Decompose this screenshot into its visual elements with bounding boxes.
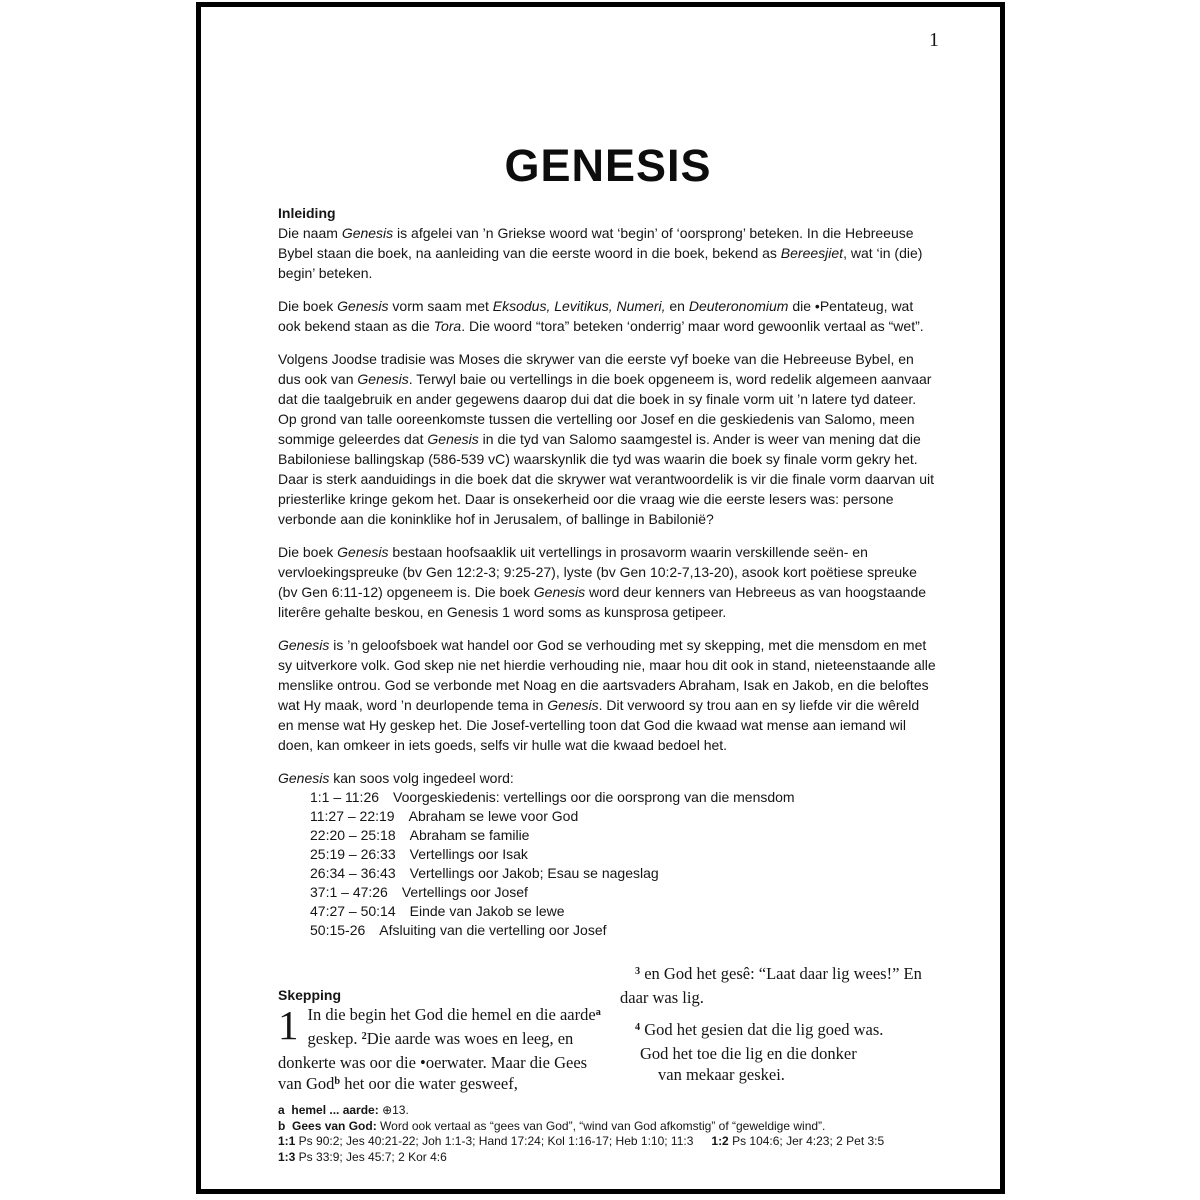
- footnote-a: [278, 1103, 978, 1119]
- text-run: Bereesjiet: [780, 245, 844, 261]
- text-run: Tora: [433, 318, 462, 334]
- bible-column-left: [278, 1004, 608, 1097]
- division-item: [310, 788, 938, 807]
- division-ref: 37:1 – 47:26: [310, 884, 388, 900]
- division-ref: 22:20 – 25:18: [310, 827, 396, 843]
- division-ref: 50:15-26: [310, 922, 366, 938]
- text-run: b: [278, 1118, 286, 1133]
- text-run: Genesis: [278, 637, 330, 653]
- page-number: 1: [929, 29, 939, 51]
- text-run: ⊕13.: [378, 1103, 409, 1117]
- book-title: GENESIS: [504, 140, 712, 191]
- division-title: Abraham se familie: [409, 827, 530, 843]
- footnote-b: [278, 1119, 978, 1135]
- text-run: , wat ‘in (die) begin’ beteken.: [278, 245, 923, 281]
- division-item: [310, 864, 938, 883]
- text-run: Volgens Joodse tradisie was Moses die skrywer van die eerste vyf boeke van die Hebreeuse Bybel, en dus ook van: [278, 351, 914, 387]
- text-run: van mekaar geskei.: [658, 1065, 785, 1084]
- division-ref: 1:1 – 11:26: [310, 789, 380, 805]
- text-run: Genesis: [547, 697, 599, 713]
- intro-section: [278, 7, 938, 940]
- division-item: [310, 921, 938, 940]
- text-run: Genesis: [337, 298, 389, 314]
- text-run: Genesis: [341, 225, 394, 241]
- text-run: In die begin het God die hemel en die aarde: [307, 1005, 596, 1024]
- text-run: Die boek: [278, 544, 338, 560]
- text-run: 1:1: [278, 1134, 296, 1148]
- superscript-marker: a: [595, 1007, 601, 1019]
- text-run: Genesis: [278, 770, 330, 786]
- superscript-marker: b: [334, 1076, 341, 1088]
- text-run: 1:3: [278, 1149, 296, 1164]
- verse-4-line-2: [620, 1043, 938, 1064]
- intro-paragraph-4: [278, 542, 938, 622]
- chapter-number: 1: [278, 1002, 299, 1048]
- footnote-crossrefs-1: [278, 1134, 978, 1150]
- page-sheet: [196, 2, 1005, 1194]
- text-run: God het toe die lig en die donker: [640, 1044, 857, 1063]
- division-item: [310, 883, 938, 902]
- division-ref: 11:27 – 22:19: [310, 808, 395, 824]
- text-run: God het gesien dat die lig goed was.: [640, 1020, 884, 1039]
- division-item: [310, 845, 938, 864]
- text-run: Ps 104:6; Jer 4:23; 2 Pet 3:5: [728, 1134, 885, 1148]
- division-list: [278, 788, 938, 940]
- text-run: . Terwyl baie ou vertellings in die boek opgeneem is, word redelik algemeen aanvaar dat die taalgebruik en ander gegewens daarop dui dat die boek in sy finale vorm uit ’n latere tyd dateer. Op grond van talle ooreenkomste tussen die vertelling oor Josef en die geskiedenis van Salomo, meen sommige geleerdes dat: [278, 371, 932, 447]
- division-item: [310, 807, 938, 826]
- bible-verse-4: [620, 1019, 938, 1085]
- text-run: hemel ... aarde:: [291, 1103, 379, 1117]
- superscript-marker: 4: [635, 1022, 641, 1034]
- text-run: is ’n geloofsboek wat handel oor God se verhouding met sy skepping, met die mensdom en met sy uitverkore volk. God skep nie net hierdie verhouding nie, maar hou dit ook in stand, nieteenstaande alle menslike ontrou. God se verbonde met Noag en die aartsvaders Abraham, Isak en Jakob, en die beloftes wat Hy maak, word ’n deurlopende tema in: [278, 637, 936, 713]
- text-run: het oor die water gesweef,: [340, 1074, 518, 1093]
- text-run: 1:2: [711, 1134, 729, 1148]
- division-title: Einde van Jakob se lewe: [409, 903, 565, 919]
- text-run: bestaan hoofsaaklik uit vertellings in prosavorm waarin verskillende seën- en vervloekingspreuke (bv Gen 12:2-3; 9:25-27), lyste (bv Gen 10:2-7,13-20), asook kort poëtiese spreuke (bv Gen 6:11-12) opgeneem is. Die boek: [278, 544, 917, 600]
- text-run: geskep.: [307, 1029, 362, 1048]
- intro-heading: Inleiding: [278, 205, 336, 221]
- text-run: Die boek: [278, 298, 338, 314]
- section-heading-skepping: Skepping: [278, 987, 342, 1003]
- division-title: Afsluiting van die vertelling oor Josef: [379, 922, 607, 938]
- text-run: Die aarde was woes en leeg, en donkerte was oor die •oerwater. Maar die Gees van God: [278, 1029, 588, 1093]
- division-title: Vertellings oor Jakob; Esau se nageslag: [409, 865, 659, 881]
- division-ref: 47:27 – 50:14: [310, 903, 396, 919]
- division-item: [310, 902, 938, 921]
- text-run: Genesis: [357, 371, 409, 387]
- text-run: a: [278, 1103, 285, 1117]
- footnote-crossrefs-2: [278, 1150, 978, 1166]
- intro-paragraph-1: [278, 223, 938, 283]
- intro-paragraph-5: [278, 635, 938, 755]
- text-run: Die naam: [278, 225, 342, 241]
- division-title: Vertellings oor Isak: [409, 846, 528, 862]
- text-run: Ps 90:2; Jes 40:21-22; Joh 1:1-3; Hand 17:24; Kol 1:16-17; Heb 1:10; 11:3: [295, 1134, 694, 1148]
- text-run: is afgelei van ’n Griekse woord wat ‘begin’ of ‘oorsprong’ beteken. In die Hebreeuse Bybel staan die boek, na aanleiding van die eerste woord in die boek, bekend as: [278, 225, 914, 261]
- text-run: Deuteronomium: [688, 298, 789, 314]
- text-run: en: [665, 298, 689, 314]
- superscript-marker: 3: [635, 966, 641, 978]
- text-run: Gees van God:: [292, 1118, 377, 1133]
- text-run: kan soos volg ingedeel word:: [329, 770, 514, 786]
- division-ref: 26:34 – 36:43: [310, 865, 396, 881]
- text-run: die •Pentateug, wat ook bekend staan as die: [278, 298, 914, 334]
- text-run: Genesis: [337, 544, 389, 560]
- text-run: Genesis: [427, 431, 479, 447]
- intro-paragraph-3: [278, 349, 938, 529]
- bible-verse-3: [620, 963, 938, 1008]
- division-list-intro: [278, 768, 938, 788]
- text-run: . Dit verwoord sy trou aan en sy liefde vir die wêreld en mense wat Hy geskep het. Die Josef-vertelling toon dat God die kwaad wat mense aan iemand wil doen, kan omkeer in iets goeds, selfs vir hulle wat die kwaad bedoel het.: [278, 697, 920, 753]
- text-run: vorm saam met: [388, 298, 493, 314]
- bible-verses-1-2: [278, 1004, 608, 1097]
- text-run: Word ook vertaal as “gees van God”, “wind van God afkomstig” of “geweldige wind”.: [376, 1118, 826, 1133]
- division-ref: 25:19 – 26:33: [310, 846, 396, 862]
- verse-4-line-3: [620, 1064, 938, 1085]
- text-run: [285, 1119, 292, 1133]
- division-title: Voorgeskiedenis: vertellings oor die oorsprong van die mensdom: [393, 789, 795, 805]
- text-run: word deur kenners van Hebreeus as van hoogstaande literêre gehalte beskou, en Genesis 1 word soms as kunsprosa getipeer.: [278, 584, 927, 620]
- text-run: [693, 1134, 711, 1148]
- text-run: en God het gesê: “Laat daar lig wees!” En daar was lig.: [620, 964, 922, 1007]
- bible-column-right: [620, 963, 938, 1085]
- intro-paragraph-2: [278, 296, 938, 336]
- division-item: [310, 826, 938, 845]
- text-run: . Die woord “tora” beteken ‘onderrig’ maar word gewoonlik vertaal as “wet”.: [461, 318, 924, 334]
- text-run: Eksodus, Levitikus, Numeri,: [492, 298, 666, 314]
- footnotes: [278, 1103, 978, 1165]
- text-run: Ps 33:9; Jes 45:7; 2 Kor 4:6: [295, 1149, 447, 1164]
- superscript-marker: 2: [361, 1031, 367, 1043]
- text-run: Genesis: [533, 584, 586, 600]
- division-title: Abraham se lewe voor God: [408, 808, 579, 824]
- text-run: in die tyd van Salomo saamgestel is. Ander is weer van mening dat die Babiloniese ballingskap (586-539 vC) waarskynlik die tyd was waarin die boek sy finale vorm gekry het. Daar is sterk aanduidings in die boek dat die skrywer wat verantwoordelik is vir die finale vorm daarvan uit priesterlike kringe gekom het. Daar is onsekerheid oor die vraag wie die eerste lesers was: persone verbonde aan die koninklike hof in Jerusalem, of ballinge in Babilonië?: [278, 431, 934, 527]
- division-title: Vertellings oor Josef: [401, 884, 528, 900]
- verse-4-line-1: [620, 1019, 938, 1043]
